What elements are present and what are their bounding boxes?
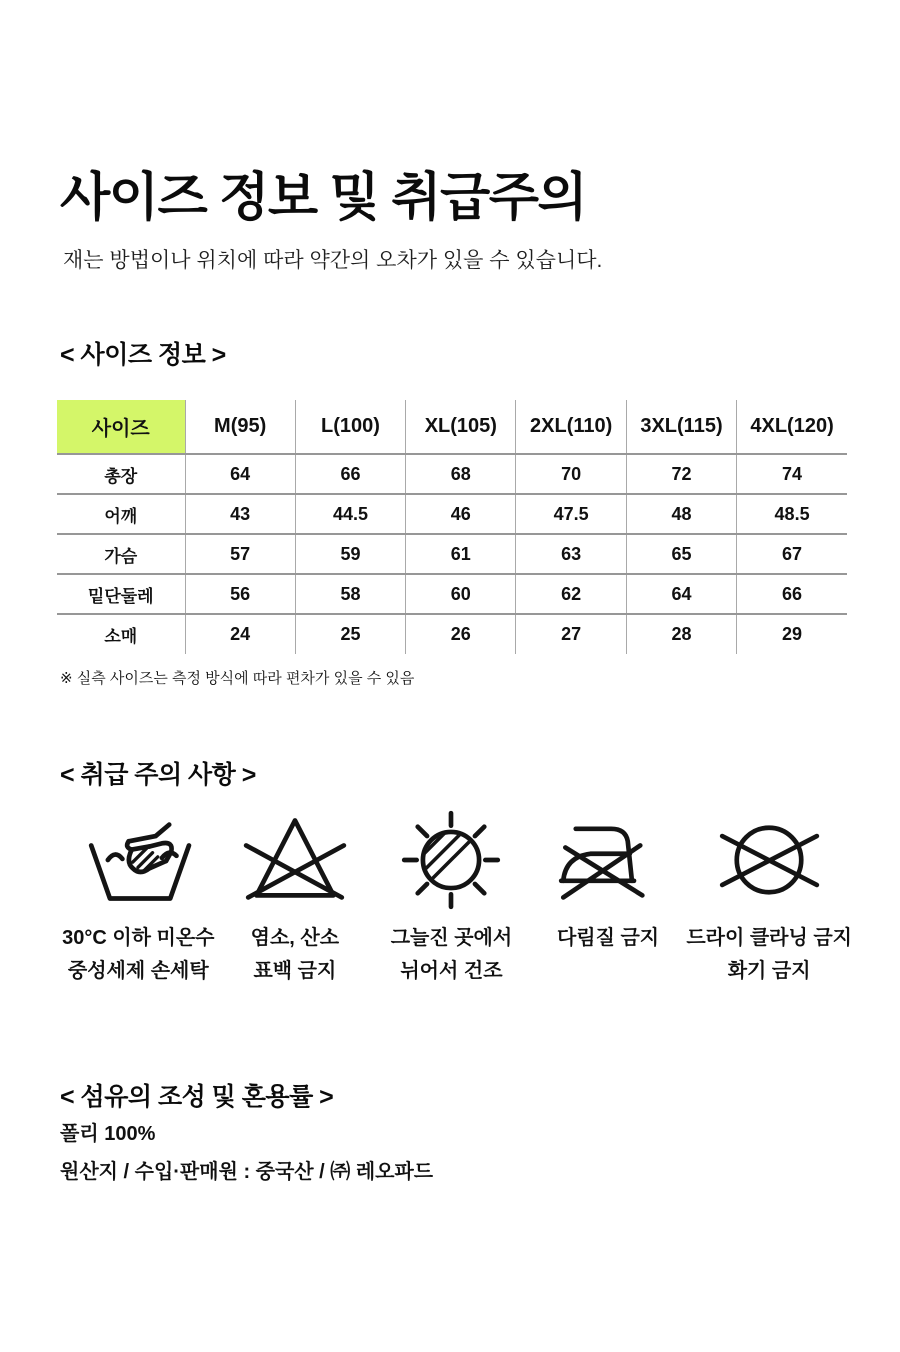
row-label: 소매 [57,614,185,654]
size-table-corner-cell: 사이즈 [57,400,185,454]
size-column-header: L(100) [295,400,405,454]
size-column-header: 3XL(115) [626,400,736,454]
cell: 61 [406,534,516,574]
care-label-line2: 중성세제 손세탁 [67,960,209,982]
cell: 43 [185,494,295,534]
no-bleach-icon [237,808,353,912]
cell: 65 [626,534,736,574]
cell: 63 [516,534,626,574]
cell: 66 [737,574,847,614]
care-label-line1: 염소, 산소 [250,927,340,949]
cell: 74 [737,454,847,494]
care-label [391,922,512,988]
care-label [251,922,339,988]
table-row [57,494,847,534]
page-title: 사이즈 정보 및 취급주의 [60,169,587,227]
table-row [57,574,847,614]
cell: 28 [626,614,736,654]
cell: 68 [406,454,516,494]
care-item [217,808,374,988]
cell: 59 [295,534,405,574]
care-label-line2: 화기 금지 [727,960,811,982]
cell: 66 [295,454,405,494]
shade-dry-icon [393,808,509,912]
cell: 24 [185,614,295,654]
fabric-origin: 원산지 / 수입·판매원 : 중국산 / ㈜ 레오파드 [60,1161,434,1183]
cell: 70 [516,454,626,494]
size-column-header: XL(105) [406,400,516,454]
care-label-line1: 30°C 이하 미온수 [62,927,215,949]
cell: 26 [406,614,516,654]
cell: 57 [185,534,295,574]
size-column-header: 4XL(120) [737,400,847,454]
care-symbols-row [60,808,852,988]
size-column-header: M(95) [185,400,295,454]
cell: 29 [782,624,803,644]
fabric-composition: 폴리 100% [60,1123,156,1145]
size-section-heading: < 사이즈 정보 > [60,341,226,369]
care-label [686,922,852,988]
care-section-heading: < 취급 주의 사항 > [60,761,256,789]
cell: 46 [406,494,516,534]
row-label: 어깨 [57,494,185,534]
care-item [60,808,217,988]
cell: 72 [626,454,736,494]
page-subtitle: 재는 방법이나 위치에 따라 약간의 오차가 있을 수 있습니다. [63,249,603,272]
care-label-line1: 그늘진 곳에서 [390,927,513,949]
cell: 64 [185,454,295,494]
size-table [57,400,847,654]
no-dryclean-icon [711,808,827,912]
table-row [57,534,847,574]
care-label [557,922,659,955]
cell: 60 [406,574,516,614]
care-item [686,808,852,988]
cell: 44.5 [295,494,405,534]
table-row [57,454,847,494]
care-item [373,808,530,988]
cell: 58 [295,574,405,614]
care-label [62,922,214,988]
cell: 47.5 [516,494,626,534]
care-label-line2: 뉘어서 건조 [400,960,503,982]
size-table-header-row [57,400,847,454]
care-label-line2: 표백 금지 [253,960,337,982]
cell: 27 [516,614,626,654]
cell: 62 [516,574,626,614]
cell: 64 [626,574,736,614]
cell: 56 [185,574,295,614]
no-iron-icon [550,808,666,912]
size-table-footnote: ※ 실측 사이즈는 측정 방식에 따라 편차가 있을 수 있음 [60,670,415,687]
cell: 67 [737,534,847,574]
fabric-section-heading: < 섬유의 조성 및 혼용률 > [60,1083,334,1111]
cell: 48.5 [737,494,847,534]
row-label: 가슴 [57,534,185,574]
table-row [57,614,847,654]
care-label-line1: 드라이 클라닝 금지 [686,927,852,949]
hand-wash-icon [80,808,196,912]
row-label: 총장 [57,454,185,494]
care-label-line1: 다림질 금지 [556,927,660,949]
cell: 48 [626,494,736,534]
row-label: 밑단둘레 [57,574,185,614]
size-column-header: 2XL(110) [516,400,626,454]
care-item [530,808,687,988]
cell: 25 [295,614,405,654]
